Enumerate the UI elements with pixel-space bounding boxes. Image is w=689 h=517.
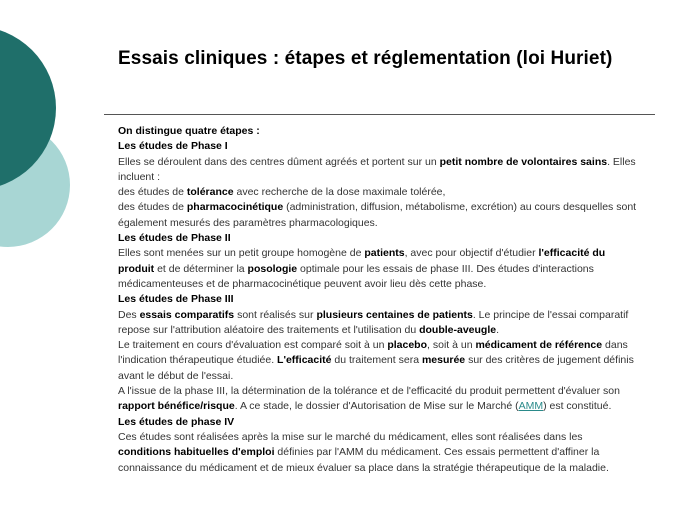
phase2-text: Elles sont menées sur un petit groupe homogène de patients, avec pour objectif d'étudier l'efficacité du produit et de déterminer la posologie optimale pour les essais de phase III. Des études d'interactions médicamenteuses et de pharmacocinétique peuvent avoir lieu dès cette phase. [118, 247, 606, 290]
phase1-pharmacokinetics: des études de pharmacocinétique (administration, diffusion, métabolisme, excrétion) au cours desquelles sont également mesurés des paramètres pharmacologiques. [118, 201, 637, 229]
phase3-heading: Les études de Phase III [118, 293, 234, 306]
phase1-tolerance: des études de tolérance avec recherche de la dose maximale tolérée, [118, 186, 446, 199]
phase4-heading: Les études de phase IV [118, 415, 235, 428]
phase4-text: Ces études sont réalisées après la mise sur le marché du médicament, elles sont réalisées dans les conditions habituelles d'emploi définies par l'AMM du médicament. Ces essais permettent d'affiner la connaissance du médicament et de mieux évaluer sa place dans la stratégie thérapeutique de la maladie. [118, 430, 609, 474]
phase3-comparative: Des essais comparatifs sont réalisés sur plusieurs centaines de patients. Le principe de l'essai comparatif repose sur l'attribution aléatoire des traitements et l'utilisation du double-aveugle. [118, 308, 629, 336]
decorative-circles [0, 0, 120, 300]
phase3-benefit-risk: A l'issue de la phase III, la détermination de la tolérance et de l'efficacité du produit permettent d'évaluer son rapport bénéfice/risque. A ce stade, le dossier d'Autorisation de Mise sur le Marché (AMM) est constitué. [118, 385, 620, 413]
phase2-heading: Les études de Phase II [118, 232, 231, 245]
phase1-heading: Les études de Phase I [118, 140, 228, 153]
phase3-comparison: Le traitement en cours d'évaluation est comparé soit à un placebo, soit à un médicament de référence dans l'indication thérapeutique étudiée. L'efficacité du traitement sera mesurée sur des critères de jugement définis avant le début de l'essai. [118, 339, 634, 382]
amm-link[interactable]: AMM [518, 400, 544, 413]
page-title: Essais cliniques : étapes et réglementation (loi Huriet) [118, 48, 613, 69]
intro-heading: On distingue quatre étapes : [118, 125, 260, 137]
title-divider [104, 114, 655, 115]
slide-body [118, 124, 638, 476]
phase1-intro: Elles se déroulent dans des centres dûment agréés et portent sur un petit nombre de volontaires sains. Elles incluent : [118, 155, 636, 183]
